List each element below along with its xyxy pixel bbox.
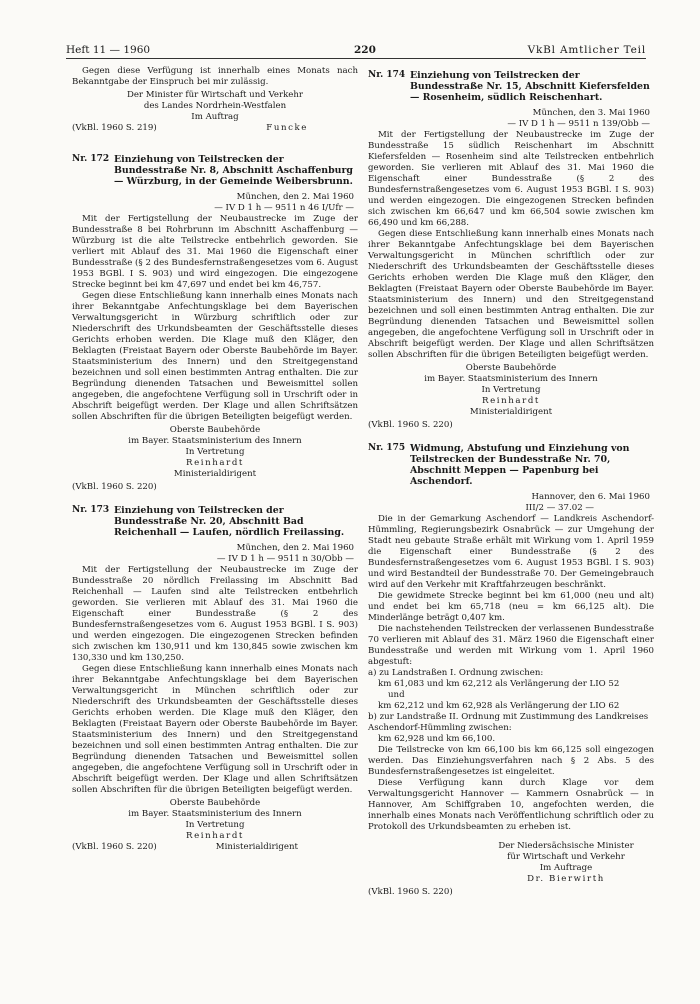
- signature-line: des Landes Nordrhein-Westfalen: [143, 101, 287, 111]
- body-paragraph: Die in der Gemarkung Aschendorf — Landkreis Aschendorf-Hümmling, Regierungsbezirk Osnabrück — zur Umgehung der Stadt neu gebaute Straße erhält mit Wirkung vom 1. April 1959 die Eigenschaft einer Bundesstraße (§ 2 des Bundesfernstraßengesetzes vom 6. August 1953 BGBl. I S. 903) und wird Bestandteil der Bundesstraße 70. Der Gemeingebrauch wird auf den Verkehr mit Kraftfahrzeugen beschränkt.: [368, 514, 654, 590]
- signature-line: Im Auftrage: [539, 863, 593, 873]
- signature-line: Im Auftrag: [191, 112, 239, 122]
- reference: (VkBl. 1960 S. 220): [368, 887, 453, 897]
- issue-label: Heft 11 — 1960: [66, 44, 151, 56]
- signature-name: Dr. Bierwirth: [527, 874, 605, 884]
- body-paragraph: Mit der Fertigstellung der Neubaustrecke im Zuge der Bundesstraße 8 bei Rohrbrunn im Abschnitt Aschaffenburg — Würzburg ist die alte Teilstrecke entbehrlich geworden. Sie verliert mit Ablauf des 31. Mai 1960 die Eigenschaft einer Bundesstraße (§ 2 des Bundesfernstraßengesetzes vom 6. August 1953 BGBl. I S. 903) und wird eingezogen. Die eingezogene Strecke beginnt bei km 47,697 und endet bei km 46,757.: [72, 214, 358, 290]
- reference: (VkBl. 1960 S. 220): [72, 842, 157, 852]
- publication-title: VkBl Amtlicher Teil: [527, 44, 646, 56]
- notice-date: München, den 3. Mai 1960: [532, 108, 650, 118]
- signature-line: im Bayer. Staatsministerium des Innern: [128, 436, 302, 446]
- notice-heading: Einziehung von Teilstrecken der Bundesstraße Nr. 15, Abschnitt Kiefersfelden — Rosenheim, südlich Reischenhart.: [410, 70, 650, 103]
- header-rule: [66, 58, 646, 59]
- body-paragraph: Die nachstehenden Teilstrecken der verlassenen Bundesstraße 70 verlieren mit Ablauf des 31. März 1960 die Eigenschaft einer Bundesstraße und werden mit Wirkung vom 1. April 1960 abgestuft:: [368, 624, 654, 667]
- signature-line: Oberste Baubehörde: [169, 425, 261, 435]
- signature-line: Oberste Baubehörde: [169, 798, 261, 808]
- signature-role: Ministerialdirigent: [469, 407, 553, 417]
- file-reference: — IV D 1 h — 9511 n 30/Obb —: [216, 554, 354, 564]
- body-paragraph: Gegen diese Entschließung kann innerhalb eines Monats nach ihrer Bekanntgabe Anfechtungsklage bei dem Bayerischen Verwaltungsgericht in Würzburg schriftlich oder zur Niederschrift des Urkundsbeamten der Geschäftsstelle dieses Gerichts erhoben werden. Die Klage muß den Kläger, den Beklagten (Freistaat Bayern oder Oberste Baubehörde im Bayer. Staatsministerium des Innern) und den Streitgegenstand bezeichnen und soll einen bestimmten Antrag enthalten. Die zur Begründung dienenden Tatsachen und Beweismittel sollen angegeben, die angefochtene Verfügung soll in Urschrift oder in Abschrift beigefügt werden. Der Klage und allen Schriftsätzen sollen Abschriften für die übrigen Beteiligten beigefügt werden.: [72, 291, 358, 422]
- signature-name: Reinhardt: [186, 458, 244, 468]
- signature-block: [72, 425, 358, 480]
- notice-date: Hannover, den 6. Mai 1960: [531, 492, 650, 502]
- file-reference: — IV D 1 h — 9511 n 139/Obb —: [507, 119, 650, 129]
- list-block: [368, 668, 654, 745]
- signature-line: im Bayer. Staatsministerium des Innern: [424, 374, 598, 384]
- notice-heading: Einziehung von Teilstrecken der Bundesstraße Nr. 8, Abschnitt Aschaffenburg — Würzburg, in der Gemeinde Weibersbrunn.: [114, 154, 353, 187]
- signature-line: im Bayer. Staatsministerium des Innern: [128, 809, 302, 819]
- signature-role: Ministerialdirigent: [215, 842, 298, 852]
- notice-title: [72, 154, 358, 187]
- signature-block: [72, 90, 358, 123]
- body-paragraph: Gegen diese Entschließung kann innerhalb eines Monats nach ihrer Bekanntgabe Anfechtungsklage bei dem Bayerischen Verwaltungsgericht in München schriftlich oder zur Niederschrift des Urkundsbeamten der Geschäftsstelle dieses Gerichts erhoben werden Die Klage muß den Kläger, den Beklagten (Freistaat Bayern oder Oberste Baubehörde im Bayer. Staatsministerium des Innern) und den Streitgegenstand bezeichnen und soll einen bestimmten Antrag enthalten. Die zur Begründung dienenden Tatsachen und Beweismittel sollen angegeben, die angefochtene Verfügung soll in Urschrift oder in Abschrift beigefügt werden. Der Klage und allen Schriftsätzen sollen Abschriften für die übrigen Beteiligten beigefügt werden.: [368, 229, 654, 360]
- reference: (VkBl. 1960 S. 219): [72, 123, 157, 133]
- body-paragraph: Mit der Fertigstellung der Neubaustrecke im Zuge der Bundesstraße 15 südlich Reischenhart im Abschnitt Kiefersfelden — Rosenheim sind alte Teilstrecken entbehrlich geworden. Sie verlieren mit Ablauf des 31. Mai 1960 die Eigenschaft einer Bundesstraße (§ 2 des Bundesfernstraßengesetzes vom 6. August 1953 BGBl. I S. 903) und werden eingezogen. Die eingezogenen Strecken befinden sich zwischen km 66,647 und km 66,504 sowie zwischen km 66,490 und km 66,288.: [368, 130, 654, 228]
- notice-date: München, den 2. Mai 1960: [236, 543, 354, 553]
- reference: (VkBl. 1960 S. 220): [368, 420, 453, 430]
- list-item: km 62,928 und km 66,100.: [378, 734, 496, 744]
- signature-line: für Wirtschaft und Verkehr: [507, 852, 625, 862]
- body-paragraph: Diese Verfügung kann durch Klage vor dem Verwaltungsgericht Hannover — Kammern Osnabrück — in Hannover, Am Schiffgraben 10, angefochten werden, die innerhalb eines Monats nach Veröffentlichung schriftlich oder zu Protokoll des Urkundsbeamten zu erheben ist.: [368, 778, 654, 832]
- right-column: [368, 66, 654, 898]
- body-paragraph: Die gewidmete Strecke beginnt bei km 61,000 (neu und alt) und endet bei km 65,718 (neu = km 66,125 alt). Die Minderlänge beträgt 0,407 km.: [368, 591, 654, 623]
- notice-title: [368, 70, 654, 103]
- body-paragraph: Gegen diese Entschließung kann innerhalb eines Monats nach ihrer Bekanntgabe Anfechtungsklage bei dem Bayerischen Verwaltungsgericht in München schriftlich oder zur Niederschrift des Urkundsbeamten der Geschäftsstelle dieses Gerichts erhoben werden. Die Klage muß den Kläger, den Beklagten (Freistaat Bayern oder Oberste Baubehörde im Bayer. Staatsministerium des Innern) und den Streitgegenstand bezeichnen und soll einen bestimmten Antrag enthalten. Die zur Begründung dienenden Tatsachen und Beweismittel sollen angegeben, die angefochtene Verfügung soll in Urschrift oder in Abschrift beigefügt werden. Der Klage und allen Schriftsätzen sollen Abschriften für die übrigen Beteiligten beigefügt werden.: [72, 664, 358, 795]
- notice-title: [368, 443, 654, 487]
- notice-number: Nr. 175: [368, 443, 406, 453]
- notice-title: [72, 505, 358, 538]
- left-column: [72, 66, 358, 853]
- body-paragraph: Mit der Fertigstellung der Neubaustrecke im Zuge der Bundesstraße 20 nördlich Freilassing im Abschnitt Bad Reichenhall — Laufen sind alte Teilstrecken entbehrlich geworden. Sie verlieren mit Ablauf des 31. Mai 1960 die Eigenschaft einer Bundesstraße (§ 2 des Bundesfernstraßengesetzes vom 6. August 1953 BGBl. I S. 903) und werden eingezogen. Die eingezogenen Strecken befinden sich zwischen km 130,911 und km 130,845 sowie zwischen km 130,330 und km 130,250.: [72, 565, 358, 663]
- notice-date: München, den 2. Mai 1960: [236, 192, 354, 202]
- signature-line: Der Minister für Wirtschaft und Verkehr: [126, 90, 304, 100]
- signature-line: Oberste Baubehörde: [465, 363, 557, 373]
- intro-paragraph: Gegen diese Verfügung ist innerhalb eines Monats nach Bekanntgabe der Einspruch bei mir zulässig.: [72, 66, 358, 87]
- signature-line: In Vertretung: [481, 385, 541, 395]
- list-item: a) zu Landstraßen I. Ordnung zwischen:: [368, 668, 544, 678]
- signature-name: Reinhardt: [482, 396, 540, 406]
- file-reference: — IV D 1 h — 9511 n 46 I/Ufr —: [214, 203, 354, 213]
- list-item: km 61,083 und km 62,212 als Verlängerung der LIO 52: [378, 679, 620, 689]
- file-reference: III/2 — 37.02 —: [525, 503, 594, 513]
- notice-number: Nr. 173: [72, 505, 110, 515]
- signature-name: Funcke: [266, 123, 308, 133]
- list-item: b) zur Landstraße II. Ordnung mit Zustimmung des Landkreises Aschendorf-Hümmling zwischen:: [368, 712, 649, 733]
- signature-line: In Vertretung: [185, 820, 245, 830]
- signature-line: In Vertretung: [185, 447, 245, 457]
- notice-heading: Einziehung von Teilstrecken der Bundesstraße Nr. 20, Abschnitt Bad Reichenhall — Laufen, nördlich Freilassing.: [114, 505, 345, 538]
- body-paragraph: Die Teilstrecke von km 66,100 bis km 66,125 soll eingezogen werden. Das Einziehungsverfahren nach § 2 Abs. 5 des Bundesfernstraßengesetzes ist eingeleitet.: [368, 745, 654, 777]
- notice-heading: Widmung, Abstufung und Einziehung von Teilstrecken der Bundesstraße Nr. 70, Abschnitt Meppen — Papenburg bei Aschendorf.: [410, 443, 630, 487]
- page-number: 220: [354, 44, 376, 56]
- signature-block: [72, 798, 358, 842]
- ref-row: [72, 842, 358, 853]
- notice-number: Nr. 174: [368, 70, 406, 80]
- signature-block: [368, 363, 654, 418]
- signature-name: Reinhardt: [186, 831, 244, 841]
- page-header: [66, 44, 646, 58]
- reference: (VkBl. 1960 S. 220): [72, 482, 157, 492]
- signature-block: [368, 841, 654, 885]
- ref-row: [72, 123, 358, 134]
- signature-role: Ministerialdirigent: [173, 469, 257, 479]
- list-item: und: [388, 690, 405, 700]
- notice-number: Nr. 172: [72, 154, 110, 164]
- signature-line: Der Niedersächsische Minister: [498, 841, 634, 851]
- list-item: km 62,212 und km 62,928 als Verlängerung der LIO 62: [378, 701, 620, 711]
